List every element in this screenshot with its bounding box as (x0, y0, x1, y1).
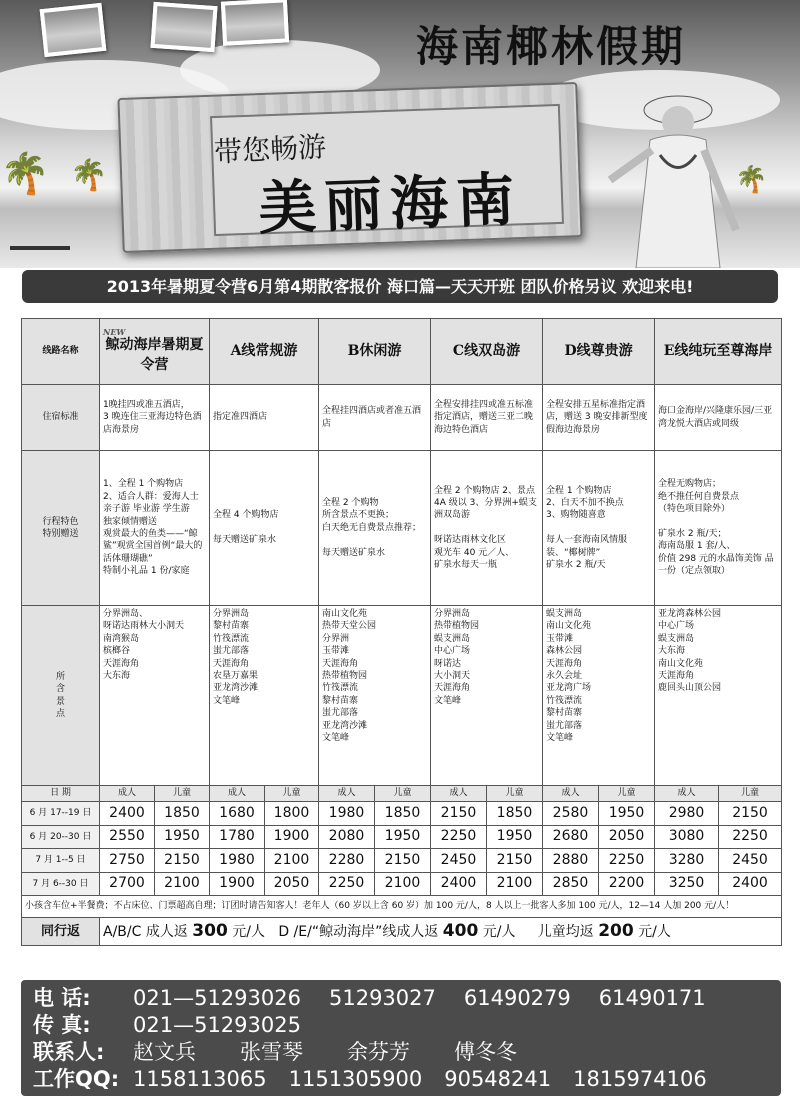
features-cell: 全程 2 个购物 所含景点不更换； 白天绝无自费景点推荐； 每天赠送矿泉水 (319, 451, 431, 606)
snapshot-photo (221, 0, 289, 46)
rebate-row (22, 918, 782, 946)
qq-number[interactable]: 90548241 (444, 1067, 552, 1091)
child-header: 儿童 (719, 786, 782, 802)
price-cell: 1850 (375, 802, 431, 826)
route-label: 线路名称 (22, 319, 100, 385)
price-cell: 2250 (599, 849, 655, 873)
price-cell: 1680 (210, 802, 265, 826)
features-label: 行程特色 特别赠送 (22, 451, 100, 606)
rebate-value: 200 (598, 921, 634, 941)
price-row (22, 872, 782, 896)
rebate-details: A/B/C 成人返 300 元/人 D /E/“鲸动海岸”线成人返 400 元/人 儿童均返 200 元/人 (100, 918, 782, 946)
attractions-cell: 分界洲岛、 呀诺达雨林大小洞天 南湾猴岛 槟榔谷 天涯海角 大东海 (100, 606, 210, 786)
hero-banner (0, 0, 800, 268)
contact-person: 赵文兵 (133, 1040, 196, 1064)
qq-number[interactable]: 1815974106 (573, 1067, 707, 1091)
phone-number[interactable]: 61490279 (463, 986, 571, 1010)
phone-label: 电 话: (33, 986, 91, 1010)
attractions-cell: 亚龙湾森林公园 中心广场 蜈支洲岛 大东海 南山文化苑 天涯海角 鹿回头山顶公园 (655, 606, 782, 786)
price-table (21, 318, 782, 946)
lodging-cell: 全程挂四酒店或者准五酒店 (319, 385, 431, 451)
fax-line (33, 1012, 781, 1039)
adult-header: 成人 (655, 786, 719, 802)
palm-tree-icon: 🌴 (70, 158, 108, 193)
features-cell: 全程 4 个购物店 每天赠送矿泉水 (210, 451, 319, 606)
price-cell: 3280 (655, 849, 719, 873)
pricing-note: 小孩含车位+半餐费；不占床位、门票超高自理；订团时请告知客人！老年人（60 岁以上含 60 岁）加 100 元/人，8 人以上一批客人多加 100 元/人，12—14 人加 200 元/人！ (22, 896, 782, 918)
price-table-container (21, 318, 781, 946)
lodging-cell: 全程安排挂四或准五标准指定酒店，赠送三亚二晚海边特色酒店 (431, 385, 543, 451)
price-row (22, 825, 782, 849)
price-cell: 2050 (599, 825, 655, 849)
price-cell: 2100 (375, 872, 431, 896)
price-date: 7 月 6--30 日 (22, 872, 100, 896)
child-header: 儿童 (599, 786, 655, 802)
price-cell: 2080 (319, 825, 375, 849)
contact-panel (21, 980, 781, 1096)
route-header: E线纯玩至尊海岸 (655, 319, 782, 385)
features-cell: 1、全程 1 个购物店 2、适合人群：爱海人士 亲子游 毕业游 学生游 独家倾情赠送 观赏最大的鱼类——“鲸鲨”观赏全国首例“最大的活体珊瑚礁” 特制小礼品 1 份/家庭 (100, 451, 210, 606)
price-cell: 2700 (100, 872, 155, 896)
price-cell: 3250 (655, 872, 719, 896)
price-cell: 2150 (375, 849, 431, 873)
attractions-cell: 蜈支洲岛 南山文化苑 玉带滩 森林公园 天涯海角 永久会址 亚龙湾广场 竹筏漂流 黎村苗寨 蚩尤部落 文笔峰 (543, 606, 655, 786)
price-cell: 1950 (599, 802, 655, 826)
phone-number[interactable]: 021—51293026 (133, 986, 301, 1010)
price-cell: 2450 (431, 849, 487, 873)
child-header: 儿童 (375, 786, 431, 802)
contacts-line (33, 1039, 781, 1066)
phone-number[interactable]: 61490171 (598, 986, 706, 1010)
contact-person: 傅冬冬 (454, 1040, 517, 1064)
snapshot-photo (40, 3, 107, 57)
price-cell: 2150 (487, 849, 543, 873)
date-header: 日 期 (22, 786, 100, 802)
price-cell: 2250 (319, 872, 375, 896)
features-row (22, 451, 782, 606)
qq-label: 工作QQ: (33, 1067, 120, 1091)
price-cell: 2450 (719, 849, 782, 873)
snapshot-photo (150, 2, 217, 52)
price-cell: 2680 (543, 825, 599, 849)
contact-person: 余芬芳 (347, 1040, 410, 1064)
contact-person: 张雪琴 (240, 1040, 303, 1064)
child-header: 儿童 (265, 786, 319, 802)
child-header: 儿童 (155, 786, 210, 802)
rebate-label: 同行返 (22, 918, 100, 946)
price-cell: 2280 (319, 849, 375, 873)
adult-header: 成人 (319, 786, 375, 802)
price-cell: 2850 (543, 872, 599, 896)
qq-number[interactable]: 1151305900 (288, 1067, 423, 1091)
price-date: 7 月 1--5 日 (22, 849, 100, 873)
price-cell: 2400 (719, 872, 782, 896)
price-cell: 1950 (375, 825, 431, 849)
route-header: B休闲游 (319, 319, 431, 385)
lodging-label: 住宿标准 (22, 385, 100, 451)
price-header-row (22, 786, 782, 802)
price-cell: 1850 (155, 802, 210, 826)
price-cell: 2150 (155, 849, 210, 873)
price-cell: 2550 (100, 825, 155, 849)
price-cell: 2100 (155, 872, 210, 896)
price-cell: 2150 (431, 802, 487, 826)
route-header: NEW 鲸动海岸暑期夏令营 (100, 319, 210, 385)
price-cell: 2250 (719, 825, 782, 849)
price-cell: 1980 (319, 802, 375, 826)
note-row (22, 896, 782, 918)
attractions-cell: 分界洲岛 热带植物园 蜈支洲岛 中心广场 呀诺达 大小洞天 天涯海角 文笔峰 (431, 606, 543, 786)
adult-header: 成人 (543, 786, 599, 802)
route-header: D线尊贵游 (543, 319, 655, 385)
lodging-cell: 海口金海岸/兴隆康乐园/三亚湾龙悦大酒店或同级 (655, 385, 782, 451)
route-header: C线双岛游 (431, 319, 543, 385)
features-cell: 全程无购物店； 绝不推任何自费景点 （特色项目除外） 矿泉水 2 瓶/天； 海南岛服 1 套/人、 价值 298 元的水晶饰美饰 品一份（定点领取） (655, 451, 782, 606)
fax-label: 传 真: (33, 1013, 91, 1037)
beach-chair-icon (10, 220, 70, 250)
route-header-row (22, 319, 782, 385)
price-cell: 2250 (431, 825, 487, 849)
qq-number[interactable]: 1158113065 (133, 1067, 267, 1091)
attractions-cell: 南山文化苑 热带天堂公园 分界洲 玉带滩 天涯海角 热带植物园 竹筏漂流 黎村苗寨 蚩尤部落 亚龙湾沙滩 文笔峰 (319, 606, 431, 786)
child-header: 儿童 (487, 786, 543, 802)
attractions-row (22, 606, 782, 786)
features-cell: 全程 1 个购物店 2、白天不加不换点 3、购物随喜意 每人一套海南风情服装、“椰树牌” 矿泉水 2 瓶/天 (543, 451, 655, 606)
palm-tree-icon: 🌴 (735, 165, 768, 195)
rebate-value: 400 (442, 921, 479, 941)
price-cell: 2200 (599, 872, 655, 896)
lodging-row (22, 385, 782, 451)
palm-tree-icon: 🌴 (0, 151, 50, 197)
banner-tagline: 带您畅游 (213, 130, 327, 169)
price-cell: 1980 (210, 849, 265, 873)
lodging-cell: 1晚挂四或准五酒店， 3 晚连住三亚海边特色酒店海景房 (100, 385, 210, 451)
price-row (22, 802, 782, 826)
price-cell: 2980 (655, 802, 719, 826)
rebate-value: 300 (192, 921, 228, 941)
price-cell: 2400 (431, 872, 487, 896)
price-cell: 2050 (265, 872, 319, 896)
promo-bar: 2013年暑期夏令营6月第4期散客报价 海口篇—天天开班 团队价格另议 欢迎来电! (22, 270, 778, 303)
banner-headline: 美丽海南 (257, 165, 524, 243)
new-badge: NEW (103, 327, 126, 338)
price-cell: 2100 (487, 872, 543, 896)
price-row (22, 849, 782, 873)
phone-line (33, 985, 781, 1012)
price-cell: 1950 (487, 825, 543, 849)
qq-line (33, 1066, 781, 1093)
price-cell: 2400 (100, 802, 155, 826)
price-cell: 2150 (719, 802, 782, 826)
features-cell: 全程 2 个购物店 2、景点 4A 级以 3、分界洲+蜈支洲双岛游 呀诺达雨林文化区 观光车 40 元／人、 矿泉水每天一瓶 (431, 451, 543, 606)
contacts-label: 联系人: (33, 1040, 105, 1064)
price-cell: 1780 (210, 825, 265, 849)
route-header: A线常规游 (210, 319, 319, 385)
price-cell: 2880 (543, 849, 599, 873)
price-cell: 2100 (265, 849, 319, 873)
adult-header: 成人 (100, 786, 155, 802)
price-date: 6 月 17--19 日 (22, 802, 100, 826)
lodging-cell: 全程安排五星标准指定酒店，赠送 3 晚安排新型度假海边海景房 (543, 385, 655, 451)
fax-number: 021—51293025 (133, 1013, 301, 1037)
adult-header: 成人 (431, 786, 487, 802)
attractions-label: 所 含 景 点 (22, 606, 100, 786)
lodging-cell: 指定准四酒店 (210, 385, 319, 451)
price-date: 6 月 20--30 日 (22, 825, 100, 849)
model-figure-image (600, 70, 740, 268)
price-cell: 1900 (210, 872, 265, 896)
phone-number[interactable]: 51293027 (328, 986, 436, 1010)
price-cell: 1800 (265, 802, 319, 826)
price-cell: 1950 (155, 825, 210, 849)
price-cell: 3080 (655, 825, 719, 849)
adult-header: 成人 (210, 786, 265, 802)
site-title: 海南椰林假期 (416, 22, 687, 71)
price-cell: 1850 (487, 802, 543, 826)
price-cell: 2580 (543, 802, 599, 826)
attractions-cell: 分界洲岛 黎村苗寨 竹筏漂流 蚩尤部落 天涯海角 农垦万嘉果 亚龙湾沙滩 文笔峰 (210, 606, 319, 786)
price-cell: 1900 (265, 825, 319, 849)
price-cell: 2750 (100, 849, 155, 873)
